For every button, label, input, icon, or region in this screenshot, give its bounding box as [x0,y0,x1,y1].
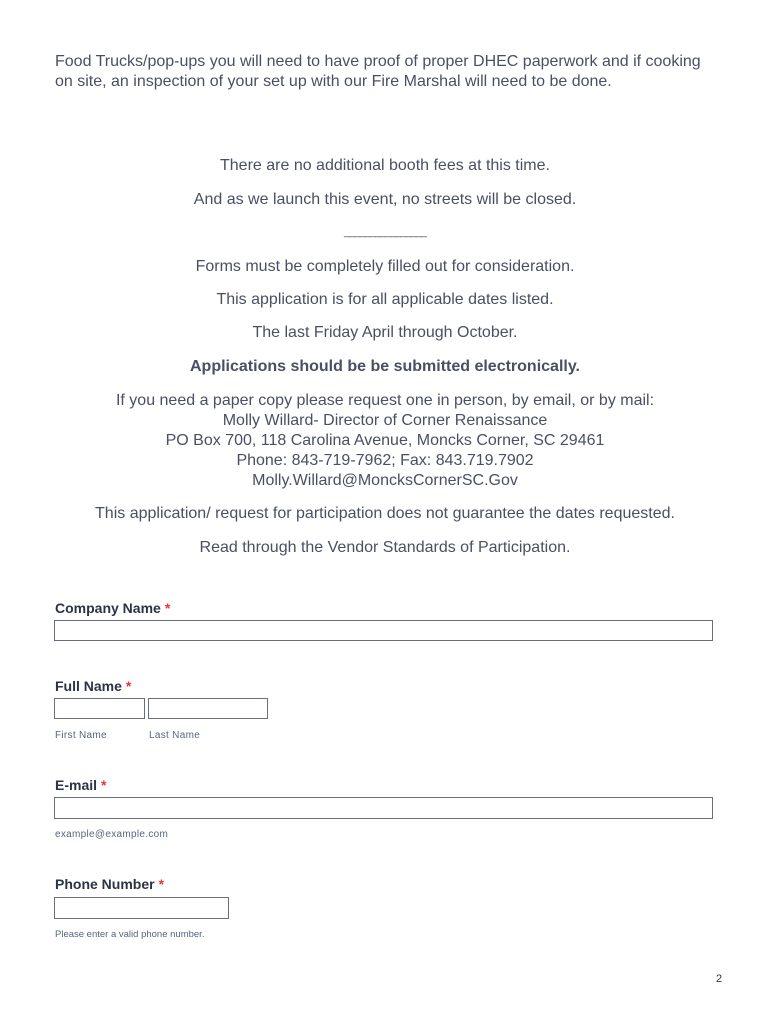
first-name-input[interactable] [54,698,145,719]
forms-note: Forms must be completely filled out for consideration. [195,258,575,275]
required-asterisk: * [125,678,132,694]
contact-name: Molly Willard- Director of Corner Renaissance [222,412,548,429]
electronic-submission-note: Applications should be be submitted electronically. [190,358,580,375]
full-name-label-text: Full Name [55,678,122,694]
intro-paragraph: Food Trucks/pop-ups you will need to have proof of proper DHEC paperwork and if cooking on site, an inspection of your set up with our Fire Marshal will need to be done. [55,53,701,90]
required-asterisk: * [158,876,165,892]
vendor-standards-note: Read through the Vendor Standards of Participation. [199,539,571,556]
disclaimer: This application/ request for participation does not guarantee the dates requested. [95,505,675,522]
company-name-label [55,600,170,616]
date-range-note: The last Friday April through October. [252,324,518,341]
phone-label-text: Phone Number [55,876,155,892]
email-input[interactable] [54,797,713,819]
contact-address: PO Box 700, 118 Carolina Avenue, Moncks Corner, SC 29461 [165,432,605,449]
email-label [55,777,106,793]
phone-label [55,876,164,892]
contact-email: Molly.Willard@MoncksCornerSC.Gov [252,472,518,489]
contact-phone: Phone: 843-719-7962; Fax: 843.719.7902 [236,452,534,469]
company-name-label-text: Company Name [55,600,161,616]
streets-note: And as we launch this event, no streets will be closed. [193,191,577,208]
full-name-label [55,678,131,694]
company-name-input[interactable] [54,620,713,641]
email-label-text: E-mail [55,777,98,793]
section-divider: ________________ [344,226,426,238]
email-sublabel: example@example.com [55,829,169,840]
required-asterisk: * [101,777,107,793]
phone-input[interactable] [54,897,229,919]
phone-sublabel: Please enter a valid phone number. [55,929,205,940]
paper-copy-request: If you need a paper copy please request one in person, by email, or by mail: [115,392,655,409]
dates-applicable-note: This application is for all applicable dates listed. [216,291,554,308]
booth-fees-note: There are no additional booth fees at this time. [220,157,550,174]
last-name-sublabel: Last Name [149,730,201,741]
page-number: 2 [716,973,723,985]
last-name-input[interactable] [148,698,268,719]
first-name-sublabel: First Name [55,730,107,741]
required-asterisk: * [164,600,171,616]
